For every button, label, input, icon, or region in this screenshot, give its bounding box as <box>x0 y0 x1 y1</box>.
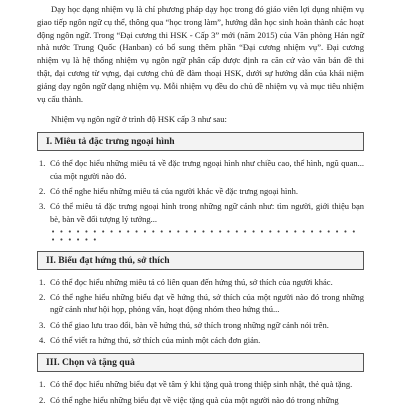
section-appearance <box>37 132 364 243</box>
dotted-divider: • • • • • • • • • • • • • • • • • • • • • • • • • • • • • • • • • • • • • • • • • • • <box>51 227 357 244</box>
item-number: 1. <box>39 276 46 287</box>
item-text: Có thể miêu tả đặc trưng ngoại hình trong những ngữ cảnh như: tìm người, giới thiệu bạn bè, bàn về đối tượng lý tưởng... <box>50 201 364 224</box>
list-item <box>37 291 364 316</box>
item-number: 3. <box>39 319 46 330</box>
lead-line: Nhiệm vụ ngôn ngữ ở trình độ HSK cấp 3 như sau: <box>51 114 227 125</box>
section-hobbies <box>37 251 364 346</box>
item-number: 1. <box>39 158 46 169</box>
item-number: 2. <box>39 292 46 303</box>
section-heading: I. Miêu tả đặc trưng ngoại hình <box>37 132 364 151</box>
item-number: 4. <box>39 335 46 346</box>
item-text: Có thể đọc hiểu những miêu tả có liên quan đến hứng thú, sở thích của người khác. <box>50 276 333 287</box>
list-item <box>37 200 364 225</box>
item-number: 2. <box>39 394 46 405</box>
item-text: Có thể đọc hiểu những biểu đạt về tâm ý khi tặng quà trong thiệp sinh nhật, thẻ quà tặng. <box>50 379 353 390</box>
list-item <box>37 334 364 346</box>
item-text: Có thể đọc hiểu những miêu tả về đặc trưng ngoại hình như chiều cao, thể hình, ngũ quan... của một người nào đó. <box>50 158 364 181</box>
item-text: Có thể nghe hiểu những biểu đạt về việc tặng quà của một người nào đó trong những <box>50 394 339 405</box>
item-number: 1. <box>39 379 46 390</box>
section-gifts <box>37 353 364 406</box>
section-heading: III. Chọn và tặng quà <box>37 353 364 372</box>
section-heading: II. Biểu đạt hứng thú, sở thích <box>37 251 364 270</box>
list-item <box>37 276 364 288</box>
item-number: 3. <box>39 201 46 212</box>
item-text: Có thể giao lưu trao đổi, bàn về hứng thú, sở thích trong những ngữ cảnh nói trên. <box>50 319 329 330</box>
list-item <box>37 157 364 182</box>
list-item <box>37 319 364 331</box>
intro-block <box>37 3 364 105</box>
item-text: Có thể nghe hiểu những miêu tả của người khác về đặc trưng ngoại hình. <box>50 185 298 196</box>
list-item <box>37 378 364 390</box>
list-item <box>37 185 364 197</box>
intro-paragraph: Dạy học dạng nhiệm vụ là chỉ phương pháp dạy học trong đó giáo viên lợi dụng nhiệm vụ giao tiếp ngôn ngữ cụ thể, thông qua “học trong làm”, hướng dẫn học sinh hoàn thành các hoạt động ngôn ngữ. Trong “Đại cương thi HSK - Cấp 3” mới (năm 2015) của Văn phòng Hán ngữ nhà nước Trung Quốc (Hanban) có bổ sung thêm phần “Đại cương nhiệm vụ”. Đại cương nhiệm vụ là hệ thống nhiệm vụ ngôn ngữ phân cấp được định ra căn cứ vào văn bản đề thi thật, đại cương từ vựng, đại cương chủ đề đàm thoại HSK, dưới sự hướng dẫn của khái niệm giảng dạy ngôn ngữ dạng nhiệm vụ. Mỗi nhiệm vụ đều do chủ đề nhiệm vụ và mục tiêu nhiệm vụ cấu thành. <box>37 4 364 104</box>
item-text: Có thể viết ra hứng thú, sở thích của mình một cách đơn giản. <box>50 335 261 346</box>
item-text: Có thể nghe hiểu những biểu đạt về hứng thú, sở thích của một người nào đó trong những ngữ cảnh như hội họp, phỏng vấn, hoạt động nhóm theo hứng thú... <box>50 292 364 315</box>
item-number: 2. <box>39 185 46 196</box>
